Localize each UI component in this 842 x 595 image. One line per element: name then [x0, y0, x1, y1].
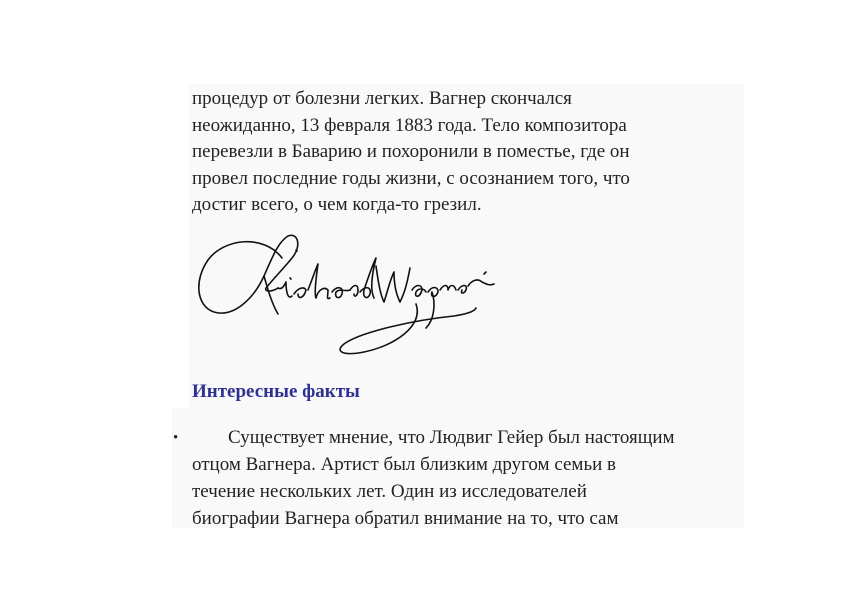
list-item-line: Существует мнение, что Людвиг Гейер был настоящим [228, 427, 675, 448]
biography-paragraph [192, 86, 740, 219]
paragraph-line: провел последние годы жизни, с осознанием того, что [192, 167, 630, 189]
list-item-line: биографии Вагнера обратил внимание на то, что сам [192, 508, 619, 529]
bullet-marker: • [173, 430, 179, 446]
paragraph-line: достиг всего, о чем когда-то грезил. [192, 194, 482, 215]
paragraph-line: перевезли в Баварию и похоронили в поместье, где он [192, 141, 630, 162]
list-item-line: отцом Вагнера. Артист был близким другом семьи в [192, 454, 617, 475]
section-heading: Интересные факты [192, 381, 360, 402]
signature-image [194, 228, 496, 362]
list-item-line: течение нескольких лет. Один из исследователей [192, 481, 587, 502]
paragraph-line: неожиданно, 13 февраля 1883 года. Тело композитора [192, 114, 627, 136]
list-item [192, 424, 744, 532]
paragraph-line: процедур от болезни легких. Вагнер скончался [192, 88, 572, 109]
